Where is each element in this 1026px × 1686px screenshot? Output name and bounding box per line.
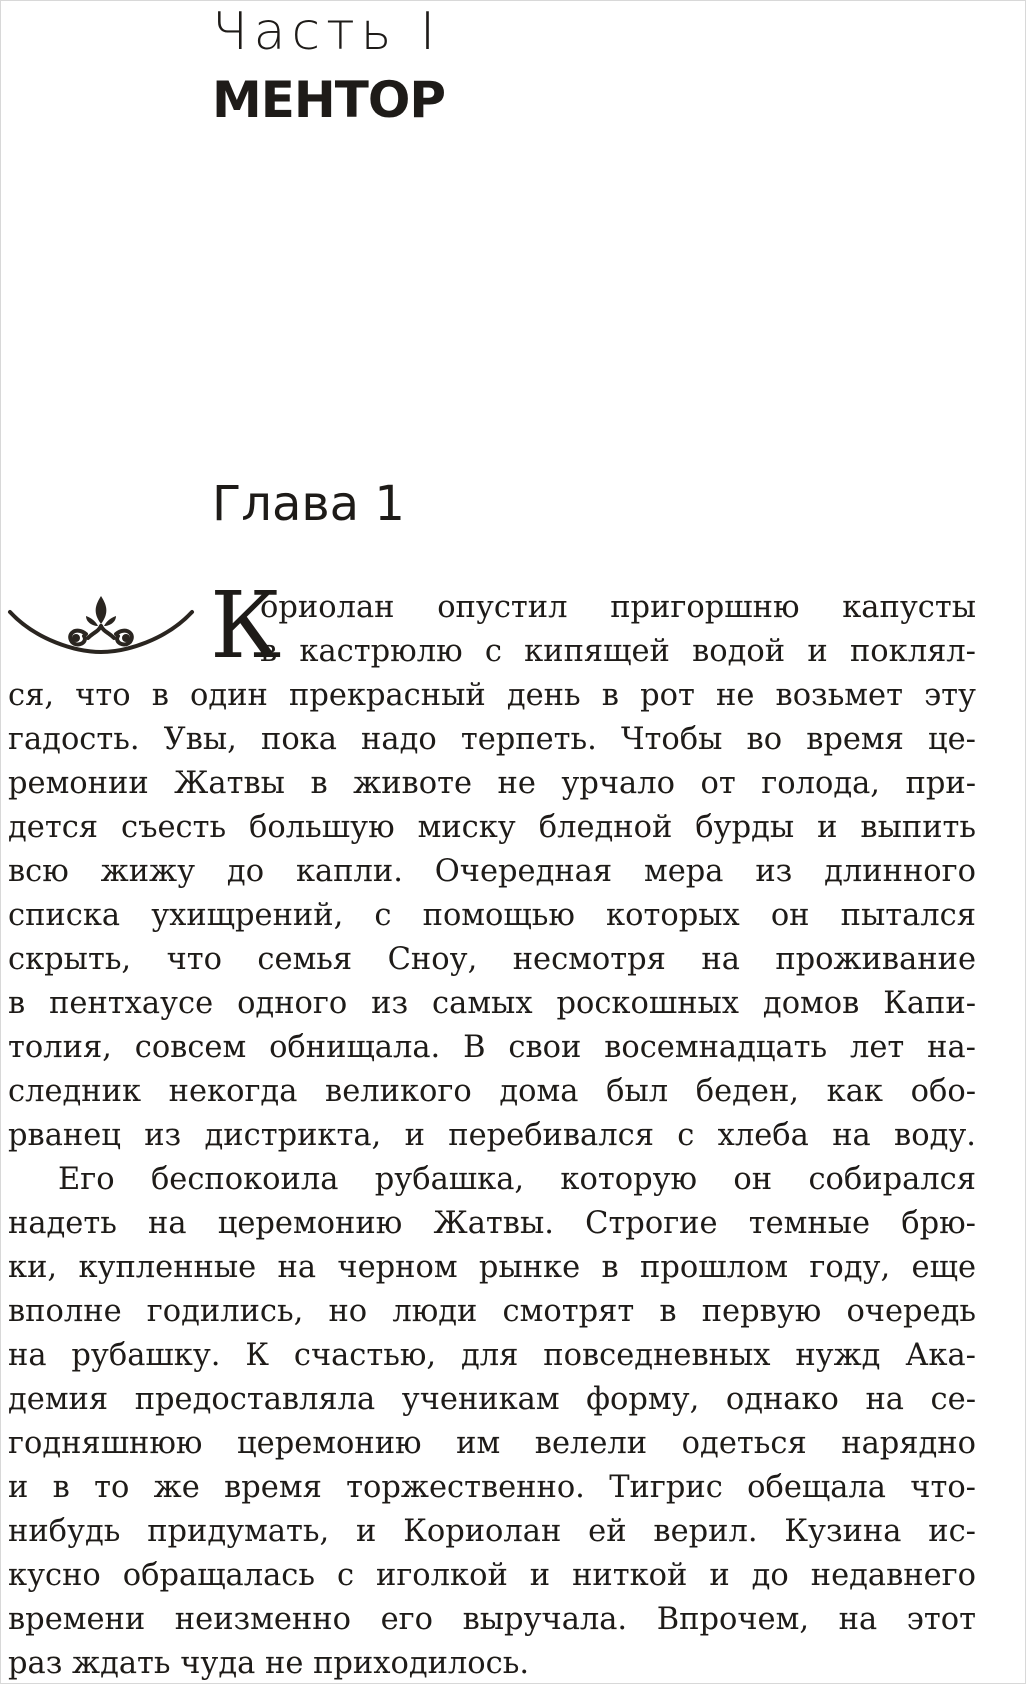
- text-line: вполне годились, но люди смотрят в первую очередь: [8, 1294, 976, 1329]
- text-line: нибудь придумать, и Кориолан ей верил. Кузина ис-: [8, 1514, 976, 1549]
- text-line: ся, что в один прекрасный день в рот не возьмет эту: [8, 678, 976, 713]
- drop-cap: К: [210, 572, 282, 679]
- text-line: толия, совсем обнищала. В свои восемнадцать лет на-: [8, 1030, 976, 1065]
- text-line: в кастрюлю с кипящей водой и поклял-: [260, 634, 976, 669]
- text-line: скрыть, что семья Сноу, несмотря на проживание: [8, 942, 976, 977]
- paragraph-2: [8, 1158, 976, 1686]
- text-line: ориолан опустил пригоршню капусты: [260, 590, 976, 625]
- text-line: надеть на церемонию Жатвы. Строгие темные брю-: [8, 1206, 976, 1241]
- chapter-title: Глава 1: [212, 476, 405, 532]
- text-line: годняшнюю церемонию им велели одеться нарядно: [8, 1426, 976, 1461]
- text-line: гадость. Увы, пока надо терпеть. Чтобы во время це-: [8, 722, 976, 757]
- opening-lines: [260, 586, 976, 674]
- text-line: ки, купленные на черном рынке в прошлом году, еще: [8, 1250, 976, 1285]
- floral-flourish-icon: [6, 590, 196, 656]
- text-line: следник некогда великого дома был беден, как обо-: [8, 1074, 976, 1109]
- text-line: Его беспокоила рубашка, которую он собирался: [58, 1162, 976, 1197]
- text-line: кусно обращалась с иголкой и ниткой и до недавнего: [8, 1558, 976, 1593]
- paragraph-1: [8, 674, 976, 1158]
- text-line: дется съесть большую миску бледной бурды и выпить: [8, 810, 976, 845]
- text-line: демия предоставляла ученикам форму, однако на се-: [8, 1382, 976, 1417]
- text-line: времени неизменно его выручала. Впрочем, на этот: [8, 1602, 976, 1637]
- text-line: всю жижу до капли. Очередная мера из длинного: [8, 854, 976, 889]
- part-title: МЕНТОР: [212, 71, 446, 129]
- part-label: Часть I: [212, 2, 442, 62]
- text-line: в пентхаусе одного из самых роскошных домов Капи-: [8, 986, 976, 1021]
- text-line: на рубашку. К счастью, для повседневных нужд Ака-: [8, 1338, 976, 1373]
- text-line: списка ухищрений, с помощью которых он пытался: [8, 898, 976, 933]
- text-line: рванец из дистрикта, и перебивался с хлеба на воду.: [8, 1118, 976, 1153]
- text-line: ремонии Жатвы в животе не урчало от голода, при-: [8, 766, 976, 801]
- text-line: и в то же время торжественно. Тигрис обещала что-: [8, 1470, 976, 1505]
- text-line: раз ждать чуда не приходилось.: [8, 1646, 530, 1681]
